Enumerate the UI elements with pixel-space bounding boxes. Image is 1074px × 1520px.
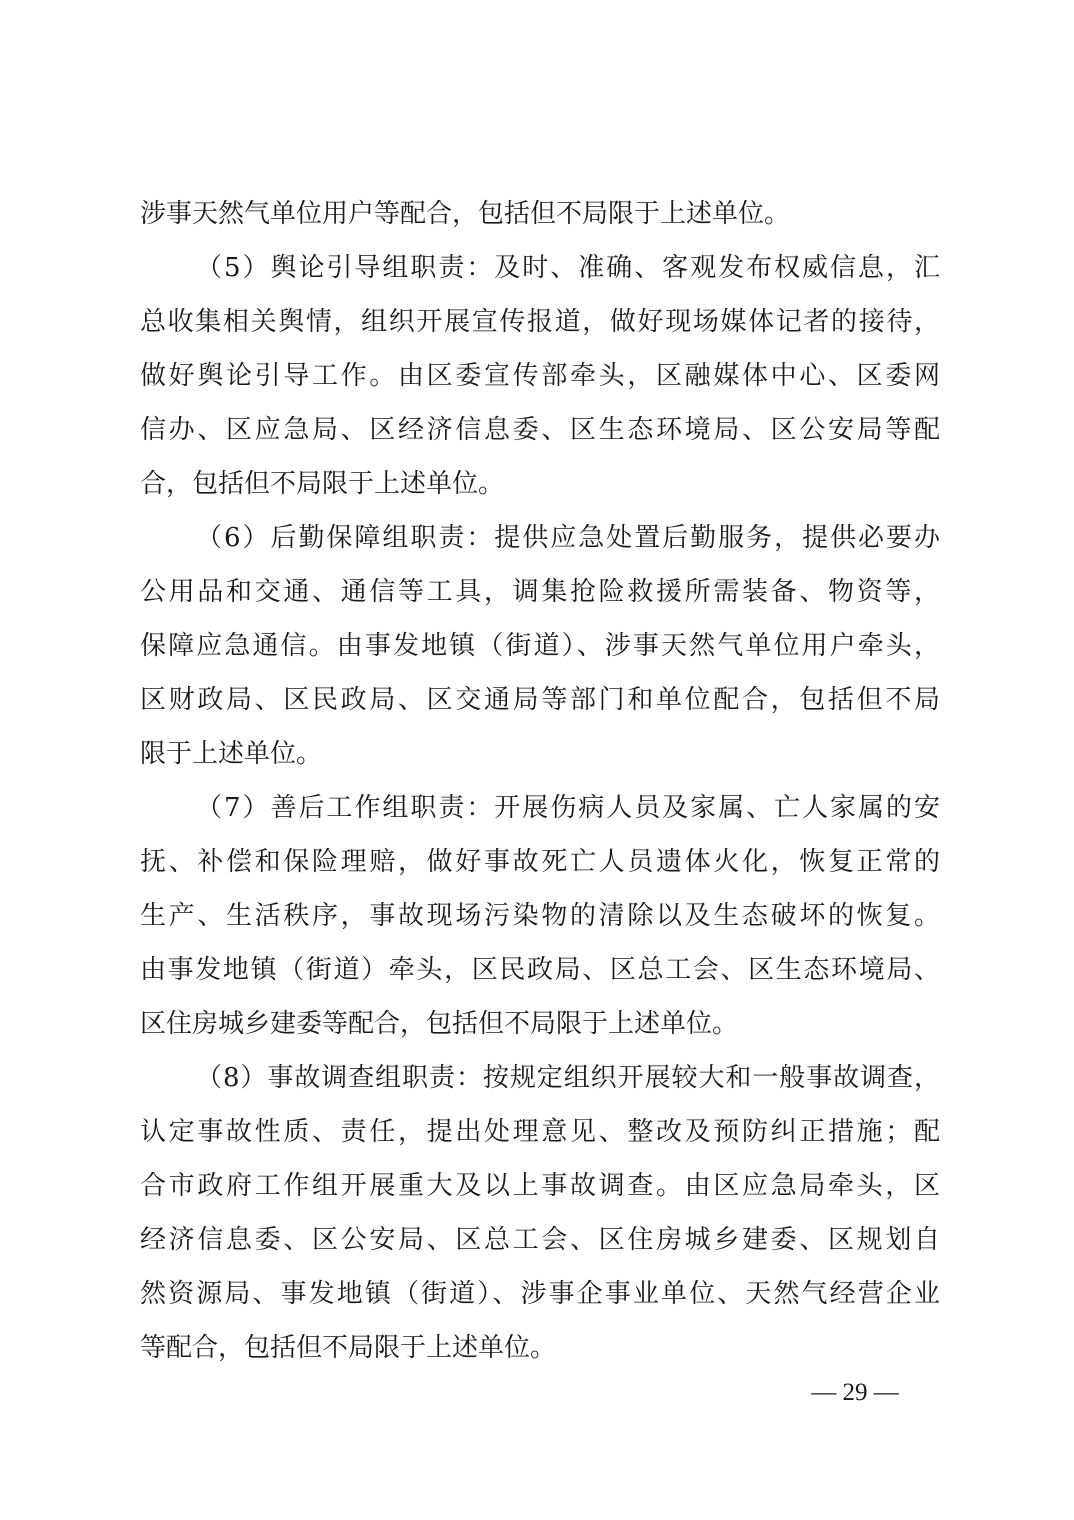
paragraph-8-heading-line: （8）事故调查组职责：按规定组织开展较大和一般事故调查， <box>196 1063 940 1093</box>
text-line: 抚、补偿和保险理赔，做好事故死亡人员遗体火化，恢复正常的 <box>140 847 940 877</box>
text-line: 保障应急通信。由事发地镇（街道）、涉事天然气单位用户牵头， <box>140 631 940 661</box>
text-line: 等配合，包括但不局限于上述单位。 <box>140 1333 557 1363</box>
paragraph-5-heading-line: （5）舆论引导组职责：及时、准确、客观发布权威信息，汇 <box>196 253 940 283</box>
text-line: 总收集相关舆情，组织开展宣传报道，做好现场媒体记者的接待， <box>140 307 940 337</box>
text-line: 合市政府工作组开展重大及以上事故调查。由区应急局牵头，区 <box>140 1171 940 1201</box>
text-line: 做好舆论引导工作。由区委宣传部牵头，区融媒体中心、区委网 <box>140 361 940 391</box>
body-text <box>140 187 940 1375</box>
paragraph-7-heading-line: （7）善后工作组职责：开展伤病人员及家属、亡人家属的安 <box>196 793 940 823</box>
text-line: 信办、区应急局、区经济信息委、区生态环境局、区公安局等配 <box>140 415 940 445</box>
page-number: — 29 — <box>811 1379 899 1406</box>
paragraph-6-heading-line: （6）后勤保障组职责：提供应急处置后勤服务，提供必要办 <box>196 523 940 553</box>
text-line: 合，包括但不局限于上述单位。 <box>140 469 505 499</box>
text-line: 认定事故性质、责任，提出处理意见、整改及预防纠正措施；配 <box>140 1117 940 1147</box>
text-line: 公用品和交通、通信等工具，调集抢险救援所需装备、物资等， <box>140 577 940 607</box>
text-line: 区财政局、区民政局、区交通局等部门和单位配合，包括但不局 <box>140 685 940 715</box>
text-line: 由事发地镇（街道）牵头，区民政局、区总工会、区生态环境局、 <box>140 955 940 985</box>
text-line: 涉事天然气单位用户等配合，包括但不局限于上述单位。 <box>140 199 791 229</box>
text-line: 限于上述单位。 <box>140 739 323 769</box>
text-line: 区住房城乡建委等配合，包括但不局限于上述单位。 <box>140 1009 739 1039</box>
text-line: 然资源局、事发地镇（街道）、涉事企事业单位、天然气经营企业 <box>140 1279 940 1309</box>
text-line: 经济信息委、区公安局、区总工会、区住房城乡建委、区规划自 <box>140 1225 940 1255</box>
text-line: 生产、生活秩序，事故现场污染物的清除以及生态破坏的恢复。 <box>140 901 940 931</box>
